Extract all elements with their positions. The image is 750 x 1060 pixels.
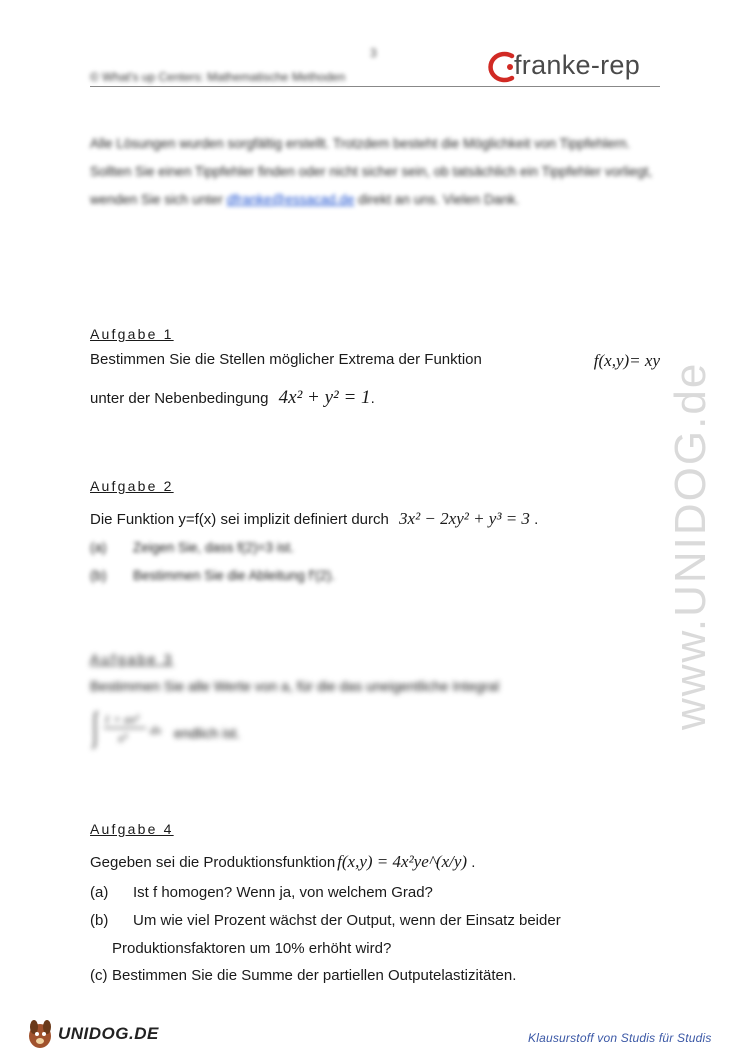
task-4-function: f(x,y) = 4x²ye^(x/y) xyxy=(337,852,468,871)
task-2-text: Die Funktion y=f(x) sei implizit definiert durch 3x² − 2xy² + y³ = 3 . xyxy=(90,509,539,528)
svg-text:1 + ax²: 1 + ax² xyxy=(104,712,140,726)
task-1-text xyxy=(90,351,660,371)
task-1-line2: unter der Nebenbedingung xyxy=(90,390,269,407)
task-4-a-label: (a) xyxy=(90,884,109,901)
header-divider xyxy=(90,86,660,87)
task-4-part-b xyxy=(90,912,660,929)
task-4-part-b-continued: Produktionsfaktoren um 10% erhöht wird? xyxy=(112,940,392,957)
unidog-logo-text: UNIDOG.DE xyxy=(58,1024,159,1043)
header-title: © What's up Centers: Mathematische Methoden xyxy=(90,70,346,84)
task-2-b-label: (b) xyxy=(90,568,107,583)
task-1-constraint: 4x² + y² = 1 xyxy=(278,387,371,408)
task-1-heading: Aufgabe 1 xyxy=(90,326,174,342)
task-2-equation: 3x² − 2xy² + y³ = 3 xyxy=(399,509,530,528)
intro-paragraph xyxy=(90,130,660,214)
task-4-text: Gegeben sei die Produktionsfunktion f(x,y) = 4x²ye^(x/y) . xyxy=(90,852,476,871)
intro-text: Alle Lösungen wurden sorgfältig erstellt. Trotzdem besteht die Möglichkeit von Tippfehlern. Sollten Sie einen Tippfehler finden oder nicht sicher sein, ob tatsächlich ein Tippfehler vorliegt, wenden Sie sich unter xyxy=(90,136,653,207)
task-4-part-a xyxy=(90,884,433,901)
task-1-line1: Bestimmen Sie die Stellen möglicher Extrema der Funktion xyxy=(90,351,482,368)
franke-rep-logo-text: franke-rep xyxy=(514,50,641,80)
task-3-text: Bestimmen Sie alle Werte von a, für die das uneigentliche Integral xyxy=(90,678,500,694)
task-2-b-text: Bestimmen Sie die Ableitung f'(2). xyxy=(133,568,336,583)
intro-closing: direkt an uns. Vielen Dank. xyxy=(358,192,520,207)
task-3-integral-suffix: endlich ist. xyxy=(174,725,241,741)
task-2-a-label: (a) xyxy=(90,540,107,555)
task-3-integral xyxy=(90,708,270,752)
unidog-watermark xyxy=(660,275,720,735)
task-4-c-label: (c) xyxy=(90,967,108,984)
task-3-heading: Aufgabe 3 xyxy=(90,651,174,667)
task-4-heading: Aufgabe 4 xyxy=(90,821,174,837)
integral-formula-image xyxy=(90,708,170,752)
task-1-function: f(x,y)= xy xyxy=(593,351,660,370)
task-2-heading: Aufgabe 2 xyxy=(90,478,174,494)
task-4-b-label: (b) xyxy=(90,912,109,929)
task-2-part-b xyxy=(90,568,335,583)
contact-email-link[interactable]: dfranke@essacad.de xyxy=(226,192,355,207)
svg-text:x³: x³ xyxy=(118,731,127,745)
svg-text:www.UNIDOG.de: www.UNIDOG.de xyxy=(666,361,715,730)
task-4-line1: Gegeben sei die Produktionsfunktion xyxy=(90,854,336,871)
footer-tagline: Klausurstoff von Studis für Studis xyxy=(528,1031,712,1045)
task-1-constraint-line: unter der Nebenbedingung 4x² + y² = 1. xyxy=(90,387,375,408)
task-4-c-text: Bestimmen Sie die Summe der partiellen Outputelastizitäten. xyxy=(112,967,517,984)
svg-text:dx: dx xyxy=(150,723,162,737)
task-4-a-text: Ist f homogen? Wenn ja, von welchem Grad? xyxy=(133,884,433,901)
task-2-a-text: Zeigen Sie, dass f(2)=3 ist. xyxy=(133,540,294,555)
task-4-b-text1: Um wie viel Prozent wächst der Output, wenn der Einsatz beider xyxy=(133,912,561,929)
page-number: 3 xyxy=(370,46,377,60)
task-2-part-a xyxy=(90,540,294,555)
task-4-part-c xyxy=(90,967,516,984)
task-2-line1: Die Funktion y=f(x) sei implizit definiert durch xyxy=(90,511,389,528)
